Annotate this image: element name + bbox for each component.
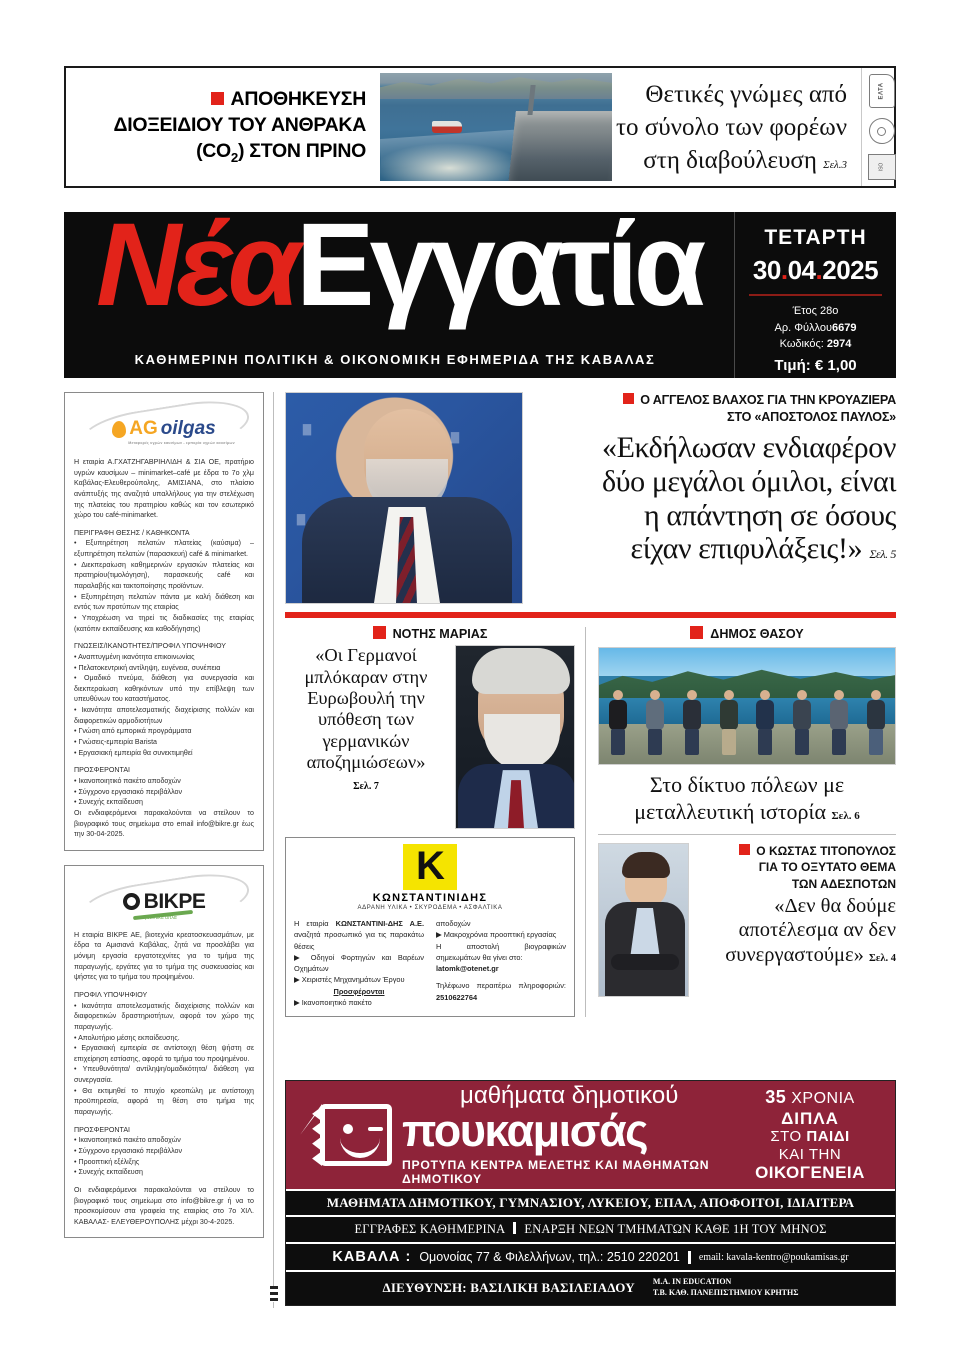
poukamisas-anniversary-badge (733, 1087, 887, 1183)
poukamisas-line-3: ΠΡΟΤΥΠΑ ΚΕΝΤΡΑ ΜΕΛΕΤΗΣ ΚΑΙ ΜΑΘΗΜΑΤΩΝ ΔΗΜΟΤΙΚΟΥ (402, 1157, 710, 1186)
lead-story[interactable] (285, 392, 896, 604)
kicker-line-2: ΔΙΟΞΕΙΔΙΟΥ ΤΟΥ ΑΝΘΡΑΚΑ (113, 114, 366, 137)
publication-day: ΤΕΤΑΡΤΗ (764, 226, 867, 249)
poukamisas-main-banner (286, 1081, 895, 1189)
ad-heading-1: ΠΡΟΦΙΛ ΥΠΟΨΗΦΙΟΥ (74, 990, 148, 999)
ad-offer-2: • Σύγχρονο εργασιακό περιβάλλον (74, 1146, 183, 1155)
poukamisas-enrollment-strip (286, 1215, 895, 1242)
agoilgas-ad-body (74, 457, 254, 840)
kicker-line-1: ΑΠΟΘΗΚΕΥΣΗ (230, 88, 366, 111)
ad-bullet-5: • Θα εκτιμηθεί το πτυχίο κρεοπώλη με αντίστοιχη προϋπηρεσία, αφορά τη θέση στο τμήμα της παραγωγής. (74, 1086, 254, 1117)
ad-skill-3: • Ομαδικό πνεύμα, διάθεση για συνεργασία και διεκπεραίωση καθηκόντων υπό την επίβλεψη των υπευθύνων του καταστήματος. (74, 674, 254, 704)
certification-seal-icon (869, 118, 895, 144)
kons-intro-c: αναζητά προσωπικό για τις παρακάτω θέσεις (294, 930, 424, 951)
kicker-line-3: $(CO_2)$ ΣΤΟΝ ΠΡΙΝΟ (196, 140, 366, 166)
contact-email[interactable]: email: kavala-kentro@poukamisas.gr (698, 1251, 849, 1263)
issue-label: Αρ. Φύλλου (774, 321, 832, 334)
ad-bullet-4: • Υπευθυνότητα/ αντίληψη/ομαδικότητα/ διάθεση για συνεργασία. (74, 1065, 254, 1085)
newspaper-title (96, 199, 766, 331)
person-figure (607, 690, 629, 756)
badge-years-word: ΧΡΟΝΙΑ (791, 1090, 855, 1108)
contact-city: ΚΑΒΑΛΑ : (332, 1249, 412, 1265)
konstantinidis-col-2 (436, 918, 566, 1008)
kons-intro-a: Η εταιρία (294, 919, 336, 929)
poukamisas-line-1: μαθήματα δημοτικού (460, 1082, 679, 1110)
masthead-subtitle: ΚΑΘΗΜΕΡΙΝΗ ΠΟΛΙΤΙΚΗ & ΟΙΚΟΝΟΜΙΚΗ ΕΦΗΜΕΡΙΔΑ ΤΗΣ ΚΑΒΑΛΑΣ (134, 352, 656, 367)
publication-date: 30.04.2025 (752, 255, 879, 285)
marias-headline[interactable] (285, 645, 447, 773)
lead-headline-line-3: η απάντηση σε όσους (643, 498, 896, 532)
kons-company: ΚΩΝΣΤΑΝΤΙΝΙ-ΔΗΣ Α.Ε. (335, 919, 424, 929)
ad-heading-2: ΠΡΟΣΦΕΡΟΝΤΑΙ (74, 1125, 131, 1134)
kons-phone[interactable]: 2510622764 (436, 992, 478, 1002)
registration-marks (270, 1286, 278, 1302)
kons-cv-note: Η αποστολή βιογραφικών σημειωμάτων θα γίνει στο: (436, 941, 566, 962)
certification-logos (861, 68, 901, 186)
lead-kicker-line-1: Ο ΑΓΓΕΛΟΣ ΒΛΑΧΟΣ ΓΙΑ ΤΗΝ ΚΡΟΥΑΖΙΕΡΑ (640, 393, 896, 407)
person-figure (828, 690, 850, 756)
red-square-bullet-icon (690, 626, 703, 639)
titopoulos-story[interactable] (598, 843, 896, 997)
wink-icon (368, 1127, 383, 1131)
angelos-vlachos-portrait (285, 392, 523, 604)
thasos-headline[interactable] (598, 772, 896, 825)
lead-headline-line-4: είχαν επιφυλάξεις!» (630, 532, 863, 566)
marias-headline-line-4: υπόθεση των (317, 709, 415, 730)
kons-position-1: ▶ Οδηγοί Φορτηγών και Βαρέων Οχημάτων (294, 952, 424, 974)
banner-headline-line-3: στη διαβούλευση (643, 146, 817, 174)
marias-kicker (285, 627, 575, 641)
bikre-mark-icon (123, 893, 140, 910)
issue-price: Τιμή: € 1,00 (774, 356, 857, 374)
date-divider (749, 294, 882, 296)
titopoulos-headline-line-3: συνεργαστούμε» (725, 944, 864, 967)
date-month: 04 (787, 255, 816, 285)
coastline-hills (380, 73, 612, 99)
ad-contact[interactable]: Οι ενδιαφερόμενοι παρακαλούνται να στείλουν το βιογραφικό τους σημείωμα στο email info@bikre.gr έως την 30-04-2025. (74, 808, 254, 839)
ad-offer-4: • Συνεχής εκπαίδευση (74, 1168, 143, 1177)
thasos-delegation-group-photo (598, 647, 896, 765)
ad-heading-1: ΠΕΡΙΓΡΑΦΗ ΘΕΣΗΣ / ΚΑΘΗΚΟΝΤΑ (74, 528, 190, 537)
ad-bullet-2: • Απολυτήριο μέσης εκπαίδευσης. (74, 1033, 180, 1042)
marias-page-ref: Σελ. 7 (353, 781, 379, 793)
person-figure (718, 690, 740, 756)
enrollment-label: ΕΓΓΡΑΦΕΣ ΚΑΘΗΜΕΡΙΝΑ (354, 1222, 506, 1236)
marias-headline-line-5: γερμανικών (322, 730, 410, 751)
contact-address: Ομονοίας 77 & Φιλελλήνων, τηλ.: 2510 220201 (419, 1250, 680, 1264)
red-square-bullet-icon (373, 626, 386, 639)
section-rule (598, 834, 896, 835)
konstantinidis-job-ad (285, 837, 575, 1017)
date-day: 30 (752, 255, 781, 285)
poukamisas-director-strip (286, 1270, 895, 1305)
thasos-headline-line-2: μεταλλευτική ιστορία (634, 798, 826, 824)
red-section-rule (285, 612, 896, 618)
poukamisas-brand: πουκαμισάς (402, 1105, 648, 1157)
agoilgas-brand-ag: AG (129, 418, 158, 439)
marias-headline-line-6: αποζημιώσεων» (306, 751, 426, 772)
person-figure (754, 690, 776, 756)
kons-offer-2: ▶ Μακροχρόνια προοπτική εργασίας (436, 930, 557, 940)
red-square-bullet-icon (211, 92, 224, 105)
ad-heading-3: ΠΡΟΣΦΕΡΟΝΤΑΙ (74, 766, 131, 775)
tanker-ship-photo (380, 73, 612, 181)
top-banner-headline (616, 78, 855, 177)
column-divider (273, 392, 274, 1308)
titopoulos-kicker-line-2: ΓΙΑ ΤΟ ΟΞΥΤΑΤΟ ΘΕΜΑ (758, 860, 896, 875)
code-label: Κωδικός: (779, 338, 824, 350)
ad-bullet-1: • Εξυπηρέτηση πελατών πλατείας (καύσιμα) – εξυπηρέτηση πελατών (παρασκευή) café & minimarket. (74, 539, 254, 559)
kons-phone-label: Τηλέφωνο περαιτέρω πληροφοριών: (436, 981, 566, 991)
elta-logo: ΕΛΤΑ (869, 74, 895, 108)
secondary-stories-row (285, 627, 896, 1017)
badge-line-4: ΚΑΙ ΤΗΝ (778, 1145, 842, 1163)
badge-line-3-b: ΠΑΙΔΙ (806, 1128, 850, 1146)
ad-offer-3: • Συνεχής εκπαίδευση (74, 798, 143, 807)
marias-story[interactable] (285, 627, 575, 829)
ad-skill-7: • Εργασιακή εμπειρία θα συνεκτιμηθεί (74, 748, 193, 757)
marias-headline-line-2: μπλόκαραν στην (304, 666, 428, 687)
badge-line-2: ΔΙΠΛΑ (781, 1108, 839, 1128)
thasos-page-ref: Σελ. 6 (831, 809, 860, 822)
director-name: ΔΙΕΥΘΥΝΣΗ: ΒΑΣΙΛΙΚΗ ΒΑΣΙΛΕΙΑΔΟΥ (382, 1279, 635, 1295)
director-degree-2: Τ.Β. ΚΑΘ. ΠΑΝΕΠΙΣΤΗΜΙΟΥ ΚΡΗΤΗΣ (652, 1287, 799, 1297)
kons-offer-1: ▶ Ικανοποιητικό πακέτο (294, 997, 372, 1007)
agoilgas-brand-oilgas: oilgas (160, 418, 216, 439)
masthead-title-area (64, 199, 734, 378)
issue-number: 6679 (831, 321, 857, 334)
thasos-kicker (598, 627, 896, 641)
poukamisas-ad[interactable] (285, 1080, 896, 1306)
marias-headline-line-1: «Οι Γερμανοί (315, 645, 417, 666)
poukamisas-contact-strip[interactable] (286, 1242, 895, 1270)
ad-intro: Η εταιρία ΒΙΚΡΕ ΑΕ, βιοτεχνία κρεατοσκευασμάτων, με έδρα τα Αμισιανά Καβάλας, ζητά να προσλάβει για μόνιμη εργασία εργατοτεχνίτες για το τμήμα της παραγωγής, εργάτες για το τμήμα της συσκευασίας και ψήστες για το τμήμα του προψημένου. (74, 930, 254, 982)
lead-kicker (535, 392, 896, 426)
masthead (64, 199, 896, 378)
code-number: 2974 (826, 338, 852, 350)
ad-skill-2: • Πελατοκεντρική αντίληψη, ευγένεια, συνέπεια (74, 663, 221, 672)
backdrop-logo-icon: ∎ (300, 415, 314, 440)
bikre-ad-body (74, 930, 254, 1228)
marias-kicker-label: ΝΟΤΗΣ ΜΑΡΙΑΣ (392, 627, 488, 641)
thasos-headline-line-1: Στο δίκτυο πόλεων με (649, 772, 845, 798)
banner-page-ref: Σελ.3 (823, 158, 848, 171)
badge-years-number: 35 (765, 1087, 787, 1108)
lead-headline-line-1: «Εκδήλωσαν ενδιαφέρον (602, 430, 896, 464)
torn-edge-icon (300, 1104, 322, 1166)
ad-skill-4: • Ικανότητα αποτελεσματικής διαχείρισης πολλών και διαφορετικών αρμοδιοτήτων (74, 706, 254, 725)
ad-heading-2: ΓΝΩΣΕΙΣ/ΙΚΑΝΟΤΗΤΕΣ/ΠΡΟΦΙΛ ΥΠΟΨΗΦΙΟΥ (74, 642, 226, 651)
director-degree-1: M.A. IN EDUCATION (652, 1277, 732, 1286)
eye-icon (343, 1124, 353, 1134)
ad-bullet-3: • Εργασιακή εμπειρία σε αντίστοιχη θέση ψήστη σε επιχείρηση εστίασης, αφορά το τμήμα του προψημένου. (74, 1044, 254, 1063)
new-classes-label: ΕΝΑΡΞΗ ΝΕΩΝ ΤΜΗΜΑΤΩΝ ΚΑΘΕ 1Η ΤΟΥ ΜΗΝΟΣ (524, 1222, 827, 1236)
agoilgas-logo (74, 401, 254, 457)
titopoulos-headline-line-1: «Δεν θα δούμε (774, 894, 896, 917)
ad-skill-6: • Γνώσεις-εμπειρία Barista (74, 738, 157, 747)
certification-box-icon: ISO (868, 154, 896, 180)
konstantinidis-logo (294, 844, 566, 911)
ad-bullet-2: • Διεκπεραίωση καθημερινών εργασιών πλατείας και πρατηρίου(τιμολόγηση), παρασκευής café και παραλαβής και τακτοποίησης προϊόντων. (74, 560, 254, 591)
titopoulos-page-ref: Σελ. 4 (868, 953, 896, 965)
ad-bullet-3: • Εξυπηρέτηση πελατών πάντα με καλή διάθεση και εντός των προτύπων της εταιρίας (74, 592, 254, 612)
poukamisas-winking-face-icon (294, 1096, 398, 1174)
marias-headline-line-3: Ευρωβουλή την (307, 687, 425, 708)
banner-headline-line-2: το σύνολο των φορέων (616, 113, 848, 141)
tugboat (432, 121, 462, 133)
titopoulos-headline[interactable] (698, 894, 896, 968)
badge-line-3-a: ΣΤΟ (770, 1128, 807, 1146)
ad-contact[interactable]: Οι ενδιαφερόμενοι παρακαλούνται να στείλουν το βιογραφικό τους σημείωμα στο info@bikre.gr ή να το προσκομίσουν στα γραφεία της εταιρίας στο 7ο ΧΙΛ. ΚΑΒΑΛΑΣ- ΕΛΕΥΘΕΡΟΥΠΟΛΗΣ μέχρι 30-4-2025. (74, 1185, 254, 1226)
lead-page-ref: Σελ. 5 (869, 547, 896, 562)
backdrop-logo-icon: ∎ (294, 505, 308, 530)
kostas-titopoulos-portrait (598, 843, 689, 997)
title-part-egnatia: Εγγατία (295, 199, 702, 331)
konstantinidis-col-1 (294, 918, 424, 1008)
ad-bullet-1: • Ικανότητα αποτελεσματικής διαχείρισης πολλών και διαφορετικών δραστηριοτήτων, αφορά τον χώρο της παραγωγής. (74, 1001, 254, 1031)
kons-offer-1-cont: αποδοχών (436, 919, 471, 929)
titopoulos-headline-line-2: αποτέλεσμα αν δεν (738, 919, 896, 942)
konstantinidis-name: ΚΩΝΣΤΑΝΤΙΝΙΔΗΣ (372, 892, 488, 905)
subject-hair (622, 852, 670, 878)
person-figure (681, 690, 703, 756)
lead-headline[interactable] (535, 431, 896, 567)
delegation-group (607, 690, 887, 756)
ad-bullet-4: • Υποχρέωση να τηρεί τις διαδικασίες της εταιρίας (κατόπιν εκπαίδευσης και καθοδήγησης) (74, 613, 254, 633)
konstantinidis-tagline: ΑΔΡΑΝΗ ΥΛΙΚΑ • ΣΚΥΡΟΔΕΜΑ • ΑΣΦΑΛΤΙΚΑ (357, 905, 503, 912)
ad-offer-1: • Ικανοποιητικό πακέτο αποδοχών (74, 776, 181, 785)
subject-crossed-arms (611, 954, 679, 970)
top-banner-kicker (76, 87, 376, 166)
ad-intro: Η εταιρία Α.ΓΧΑΤΖΗΓΑΒΡΙΗΛΙΔΗ & ΣΙΑ ΟΕ, πρατήριο υγρών καυσίμων – minimarket–café με έδρα το 7ο χλμ Καβάλας-Ελευθερούπολης, ΑΜΙΣΙΑΝΑ, στο πλαίσιο ανάπτυξής της αναζητά υπαλλήλους για την στελέχωση της πλατείας του πρατηρίου καθώς και τον εσωτερικό χώρο του café-minimarket. (74, 458, 254, 520)
kons-email[interactable]: latomk@otenet.gr (436, 964, 499, 974)
kons-offers-heading: Προσφέρονται (333, 986, 385, 996)
titopoulos-kicker-line-1: Ο ΚΩΣΤΑΣ ΤΙΤΟΠΟΥΛΟΣ (756, 843, 896, 858)
thasos-story[interactable] (598, 627, 896, 825)
titopoulos-kicker-line-3: ΤΩΝ ΑΔΕΣΠΟΤΩΝ (791, 876, 896, 891)
person-figure (644, 690, 666, 756)
agoilgas-tagline: Μεταφορές υγρών καυσίμων - εμπορία υγρών καυσίμων (128, 441, 235, 445)
poukamisas-courses-strip: ΜΑΘΗΜΑΤΑ ΔΗΜΟΤΙΚΟΥ, ΓΥΜΝΑΣΙΟΥ, ΛΥΚΕΙΟΥ, ΕΠΑΛ, ΑΠΟΦΟΙΤΟΙ, ΙΔΙΑΙΤΕΡΑ (286, 1189, 895, 1215)
subject-beard (484, 714, 560, 770)
bikre-brand: ΒΙΚΡΕ (143, 889, 206, 913)
konstantinidis-k-icon: K (403, 844, 457, 890)
thasos-kicker-label: ΔΗΜΟΣ ΘΑΣΟΥ (710, 627, 804, 641)
top-banner (64, 66, 896, 188)
bikre-tagline: γευστικά απλά (144, 914, 177, 921)
title-part-nea: Νέα (96, 199, 296, 331)
bikre-job-ad (64, 865, 264, 1239)
person-figure (791, 690, 813, 756)
agoilgas-job-ad (64, 392, 264, 851)
backdrop-logo-icon: ∎ (448, 423, 462, 448)
main-content (285, 392, 896, 1017)
bikre-logo (74, 874, 254, 930)
volume-year: Έτος 28ο (792, 305, 839, 317)
ad-skill-5: • Γνώση από εμπορικά προγράμματα (74, 727, 192, 736)
tanker-vessel (508, 111, 612, 181)
date-year: 2025 (822, 255, 879, 285)
flame-icon (112, 421, 126, 438)
ad-offer-1: • Ικανοποιητικό πακέτο αποδοχών (74, 1136, 181, 1145)
subject-hair (472, 648, 570, 694)
banner-headline-line-1: Θετικές γνώμες από (645, 80, 848, 108)
badge-line-5: ΟΙΚΟΓΕΝΕΙΑ (755, 1163, 865, 1183)
sky (599, 648, 895, 676)
kons-position-2: ▶ Χειριστές Μηχανημάτων Έργου (294, 975, 405, 985)
lead-kicker-line-2: ΣΤΟ «ΑΠΟΣΤΟΛΟΣ ΠΑΥΛΟΣ» (726, 409, 896, 424)
ad-offer-3: • Προοπτική εξέλιξης (74, 1157, 140, 1166)
lead-headline-line-2: δύο μεγάλοι όμιλοι, είναι (601, 464, 896, 498)
titopoulos-kicker (698, 843, 896, 892)
red-square-bullet-icon (739, 844, 750, 855)
red-square-bullet-icon (623, 393, 634, 404)
notis-marias-portrait (455, 645, 575, 829)
left-ad-column (64, 392, 264, 1238)
ad-offer-2: • Σύγχρονο εργασιακό περιβάλλον (74, 787, 183, 796)
person-figure (865, 690, 887, 756)
ad-skill-1: • Αναπτυγμένη ικανότητα επικοινωνίας (74, 652, 195, 661)
